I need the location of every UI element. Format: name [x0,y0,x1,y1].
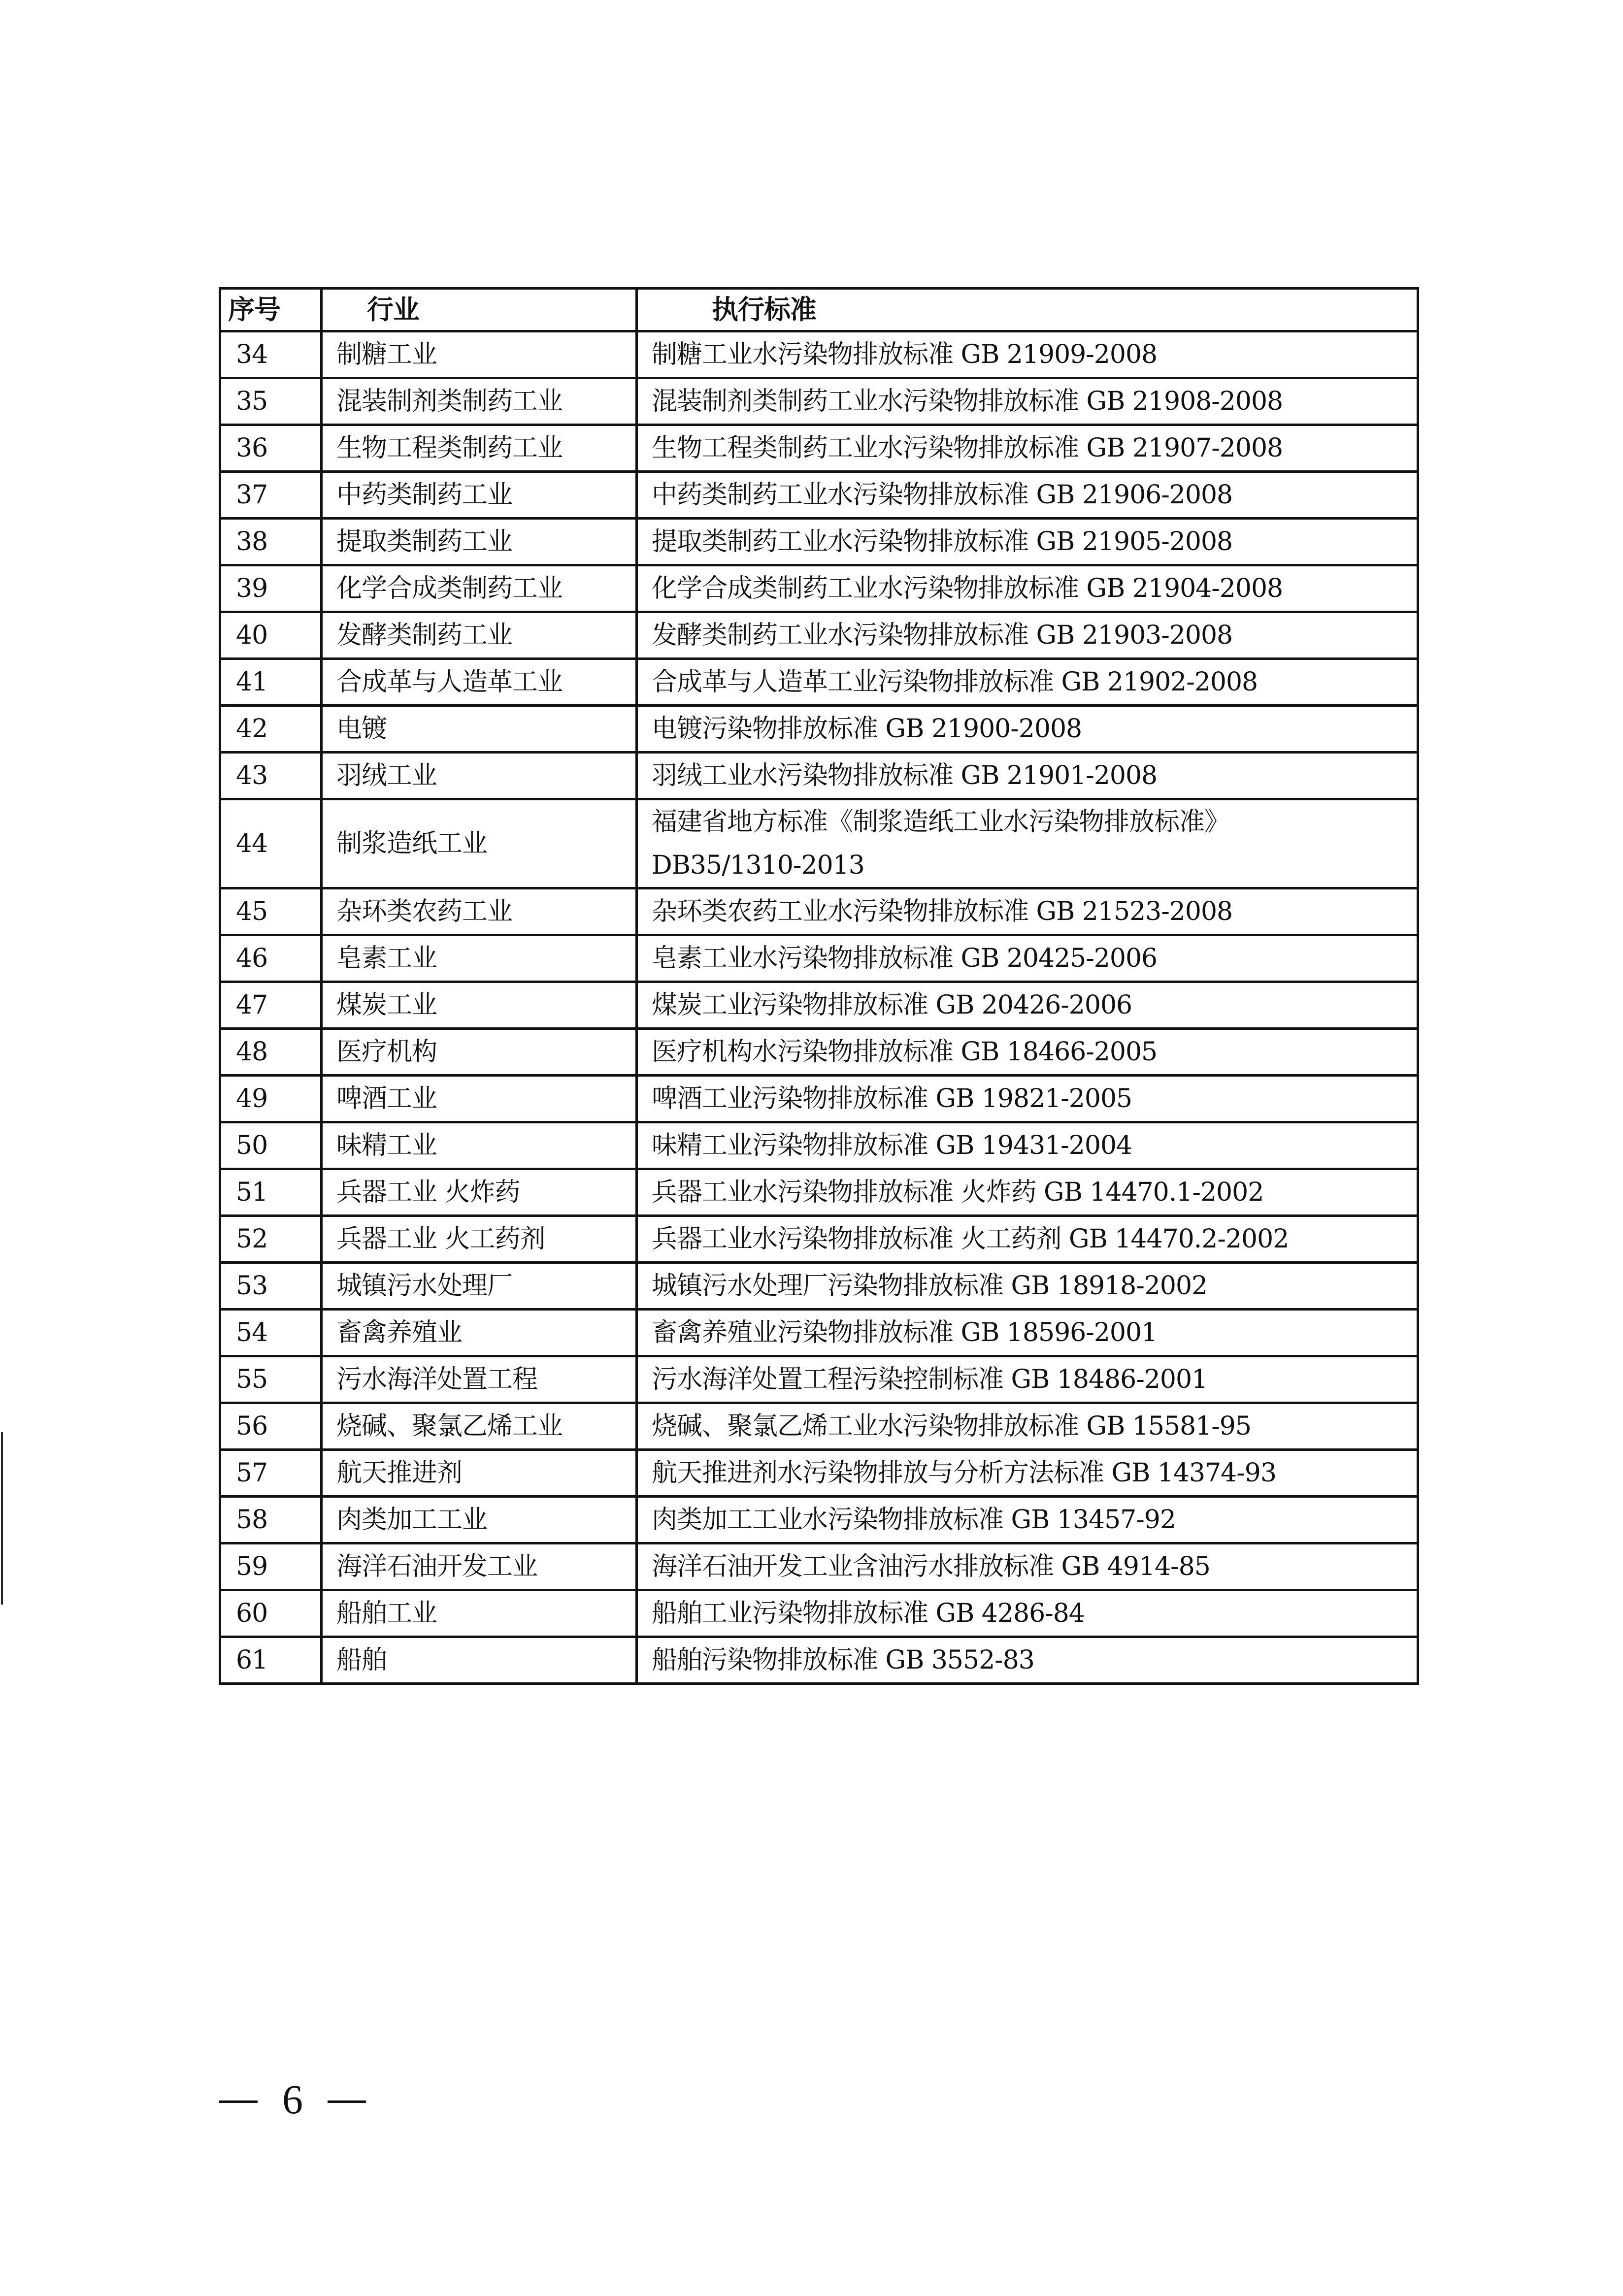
cell-standard [637,1543,1418,1590]
cell-standard [637,1497,1418,1543]
cell-industry: 海洋石油开发工业 [322,1543,637,1590]
cell-standard [637,1450,1418,1497]
cell-index: 56 [220,1403,322,1450]
cell-standard [637,1216,1418,1263]
header-industry: 行业 [322,289,637,331]
table-row [220,888,1418,935]
table-row [220,1122,1418,1169]
standard-text: 发酵类制药工业水污染物排放标准 GB 21903-2008 [652,621,1233,650]
cell-standard [637,378,1418,425]
cell-standard [637,1637,1418,1684]
cell-standard [637,565,1418,612]
cell-industry: 污水海洋处置工程 [322,1356,637,1403]
table-row [220,425,1418,472]
cell-index: 51 [220,1169,322,1216]
table-row [220,519,1418,565]
cell-industry: 兵器工业 火工药剂 [322,1216,637,1263]
standard-text: 航天推进剂水污染物排放与分析方法标准 GB 14374-93 [652,1458,1276,1488]
standard-text: 羽绒工业水污染物排放标准 GB 21901-2008 [652,761,1158,790]
cell-industry: 航天推进剂 [322,1450,637,1497]
cell-industry: 煤炭工业 [322,982,637,1029]
standard-text: 烧碱、聚氯乙烯工业水污染物排放标准 GB 15581-95 [652,1411,1251,1441]
standard-text: 啤酒工业污染物排放标准 GB 19821-2005 [652,1084,1132,1114]
standard-text: 杂环类农药工业水污染物排放标准 GB 21523-2008 [652,897,1233,926]
cell-industry: 肉类加工工业 [322,1497,637,1543]
cell-index: 52 [220,1216,322,1263]
standard-text: 污水海洋处置工程污染控制标准 GB 18486-2001 [652,1365,1208,1394]
table-row [220,1356,1418,1403]
cell-industry: 制糖工业 [322,331,637,378]
cell-index: 54 [220,1310,322,1356]
standard-text: 福建省地方标准《制浆造纸工业水污染物排放标准》 [652,807,1230,837]
table-row [220,378,1418,425]
table-row [220,1450,1418,1497]
cell-standard [637,1590,1418,1637]
cell-index: 35 [220,378,322,425]
table-row [220,659,1418,706]
cell-industry: 生物工程类制药工业 [322,425,637,472]
cell-industry: 皂素工业 [322,935,637,982]
cell-index: 38 [220,519,322,565]
cell-index: 59 [220,1543,322,1590]
cell-standard [637,519,1418,565]
table-row [220,982,1418,1029]
table-row [220,1310,1418,1356]
cell-industry: 味精工业 [322,1122,637,1169]
table-row [220,1637,1418,1684]
table-row [220,1543,1418,1590]
cell-industry: 制浆造纸工业 [322,799,637,888]
table-row [220,472,1418,519]
header-index: 序号 [220,289,322,331]
cell-industry: 中药类制药工业 [322,472,637,519]
cell-index: 57 [220,1450,322,1497]
cell-industry: 医疗机构 [322,1029,637,1076]
table-row [220,1263,1418,1310]
cell-index: 53 [220,1263,322,1310]
cell-standard [637,799,1418,888]
cell-index: 55 [220,1356,322,1403]
standard-text: 合成革与人造革工业污染物排放标准 GB 21902-2008 [652,667,1258,697]
page-dash-right [328,2100,366,2103]
cell-index: 37 [220,472,322,519]
table-row [220,612,1418,659]
table-row [220,1029,1418,1076]
cell-standard [637,1310,1418,1356]
standard-text: 电镀污染物排放标准 GB 21900-2008 [652,714,1082,744]
standard-text: 船舶污染物排放标准 GB 3552-83 [652,1645,1034,1675]
page-number [219,2076,366,2124]
standard-text: 畜禽养殖业污染物排放标准 GB 18596-2001 [652,1318,1158,1347]
cell-industry: 啤酒工业 [322,1076,637,1122]
table-header-row [220,289,1418,331]
cell-industry: 电镀 [322,706,637,753]
table-row [220,1590,1418,1637]
cell-index: 60 [220,1590,322,1637]
cell-standard [637,612,1418,659]
standard-text: 提取类制药工业水污染物排放标准 GB 21905-2008 [652,527,1233,557]
cell-standard [637,1122,1418,1169]
standard-text: 化学合成类制药工业水污染物排放标准 GB 21904-2008 [652,574,1283,603]
cell-industry: 船舶工业 [322,1590,637,1637]
standard-text: 中药类制药工业水污染物排放标准 GB 21906-2008 [652,480,1233,510]
cell-industry: 羽绒工业 [322,753,637,799]
cell-index: 42 [220,706,322,753]
cell-standard [637,753,1418,799]
cell-standard [637,1356,1418,1403]
table-body [220,331,1418,1684]
table-row [220,706,1418,753]
cell-industry: 发酵类制药工业 [322,612,637,659]
cell-standard [637,888,1418,935]
cell-index: 61 [220,1637,322,1684]
cell-index: 41 [220,659,322,706]
header-standard: 执行标准 [637,289,1418,331]
standard-text: 煤炭工业污染物排放标准 GB 20426-2006 [652,990,1132,1020]
standard-text: 兵器工业水污染物排放标准 火炸药 GB 14470.1-2002 [652,1178,1264,1207]
cell-industry: 杂环类农药工业 [322,888,637,935]
cell-industry: 化学合成类制药工业 [322,565,637,612]
cell-standard [637,935,1418,982]
cell-standard [637,1403,1418,1450]
cell-index: 47 [220,982,322,1029]
cell-standard [637,425,1418,472]
cell-index: 46 [220,935,322,982]
cell-industry: 合成革与人造革工业 [322,659,637,706]
cell-index: 58 [220,1497,322,1543]
cell-index: 44 [220,799,322,888]
cell-standard [637,472,1418,519]
cell-standard [637,331,1418,378]
cell-industry: 混装制剂类制药工业 [322,378,637,425]
table-row [220,331,1418,378]
cell-industry: 烧碱、聚氯乙烯工业 [322,1403,637,1450]
standard-text: 生物工程类制药工业水污染物排放标准 GB 21907-2008 [652,433,1283,463]
cell-industry: 船舶 [322,1637,637,1684]
cell-industry: 畜禽养殖业 [322,1310,637,1356]
cell-index: 40 [220,612,322,659]
standard-text: 海洋石油开发工业含油污水排放标准 GB 4914-85 [652,1552,1210,1581]
page-dash-left [219,2100,258,2103]
standard-text: 船舶工业污染物排放标准 GB 4286-84 [652,1599,1085,1628]
cell-index: 34 [220,331,322,378]
standard-text: 兵器工业水污染物排放标准 火工药剂 GB 14470.2-2002 [652,1224,1289,1254]
cell-industry: 兵器工业 火炸药 [322,1169,637,1216]
standard-text: 味精工业污染物排放标准 GB 19431-2004 [652,1131,1132,1160]
cell-standard [637,1169,1418,1216]
standard-text: 混装制剂类制药工业水污染物排放标准 GB 21908-2008 [652,387,1283,416]
scan-artifact-line [1,1432,3,1605]
cell-index: 36 [220,425,322,472]
page-number-value: 6 [282,2077,303,2123]
cell-index: 48 [220,1029,322,1076]
cell-standard [637,982,1418,1029]
table-row [220,753,1418,799]
table-row [220,1076,1418,1122]
cell-industry: 提取类制药工业 [322,519,637,565]
cell-index: 39 [220,565,322,612]
cell-standard [637,1076,1418,1122]
standards-table [219,287,1419,1685]
table-row [220,1497,1418,1543]
standard-text: 肉类加工工业水污染物排放标准 GB 13457-92 [652,1505,1176,1535]
standard-text-line2: DB35/1310-2013 [652,851,864,880]
cell-industry: 城镇污水处理厂 [322,1263,637,1310]
cell-index: 45 [220,888,322,935]
table-row [220,1216,1418,1263]
table-row [220,565,1418,612]
cell-index: 43 [220,753,322,799]
standard-text: 医疗机构水污染物排放标准 GB 18466-2005 [652,1037,1158,1067]
table-row [220,1403,1418,1450]
table-row [220,1169,1418,1216]
cell-index: 50 [220,1122,322,1169]
cell-standard [637,706,1418,753]
cell-standard [637,659,1418,706]
table-row [220,935,1418,982]
standard-text: 皂素工业水污染物排放标准 GB 20425-2006 [652,944,1158,973]
cell-index: 49 [220,1076,322,1122]
standard-text: 城镇污水处理厂污染物排放标准 GB 18918-2002 [652,1271,1208,1301]
table-row [220,799,1418,888]
cell-standard [637,1029,1418,1076]
standard-text: 制糖工业水污染物排放标准 GB 21909-2008 [652,340,1158,369]
cell-standard [637,1263,1418,1310]
